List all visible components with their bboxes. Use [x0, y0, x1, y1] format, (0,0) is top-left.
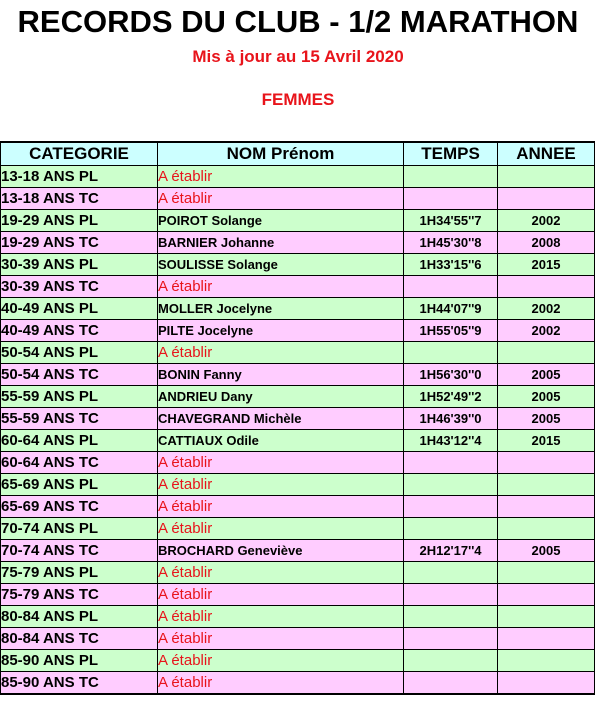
time-cell — [404, 342, 498, 364]
year-cell — [498, 628, 595, 650]
year-cell — [498, 562, 595, 584]
table-row — [1, 342, 595, 364]
table-row — [1, 474, 595, 496]
time-cell: 1H44'07''9 — [404, 298, 498, 320]
category-cell: 85-90 ANS PL — [1, 650, 158, 672]
year-cell: 2008 — [498, 232, 595, 254]
year-cell: 2002 — [498, 210, 595, 232]
year-cell — [498, 474, 595, 496]
category-cell: 50-54 ANS PL — [1, 342, 158, 364]
time-cell: 1H56'30''0 — [404, 364, 498, 386]
category-cell: 30-39 ANS TC — [1, 276, 158, 298]
records-table — [0, 141, 595, 695]
time-cell — [404, 562, 498, 584]
time-cell: 2H12'17''4 — [404, 540, 498, 562]
table-body — [1, 166, 595, 695]
category-cell: 60-64 ANS PL — [1, 430, 158, 452]
table-row — [1, 518, 595, 540]
year-cell — [498, 584, 595, 606]
page-title: RECORDS DU CLUB - 1/2 MARATHON — [17, 4, 579, 39]
year-cell — [498, 452, 595, 474]
year-cell: 2005 — [498, 386, 595, 408]
year-cell — [498, 650, 595, 672]
year-cell: 2005 — [498, 540, 595, 562]
table-row — [1, 254, 595, 276]
category-cell: 70-74 ANS TC — [1, 540, 158, 562]
name-cell: CATTIAUX Odile — [158, 430, 404, 452]
time-cell: 1H43'12''4 — [404, 430, 498, 452]
category-cell: 80-84 ANS TC — [1, 628, 158, 650]
category-cell: 75-79 ANS TC — [1, 584, 158, 606]
time-cell: 1H45'30''8 — [404, 232, 498, 254]
category-cell: 60-64 ANS TC — [1, 452, 158, 474]
time-cell: 1H52'49''2 — [404, 386, 498, 408]
year-cell: 2015 — [498, 430, 595, 452]
time-cell — [404, 650, 498, 672]
year-cell: 2005 — [498, 364, 595, 386]
year-cell: 2005 — [498, 408, 595, 430]
name-cell: A établir — [158, 562, 404, 584]
table-row — [1, 430, 595, 452]
category-cell: 19-29 ANS PL — [1, 210, 158, 232]
category-cell: 40-49 ANS TC — [1, 320, 158, 342]
table-row — [1, 540, 595, 562]
name-cell: A établir — [158, 496, 404, 518]
table-row — [1, 650, 595, 672]
column-header-categorie: CATEGORIE — [1, 142, 158, 166]
name-cell: SOULISSE Solange — [158, 254, 404, 276]
category-cell: 40-49 ANS PL — [1, 298, 158, 320]
name-cell: BARNIER Johanne — [158, 232, 404, 254]
time-cell — [404, 518, 498, 540]
year-cell — [498, 276, 595, 298]
category-cell: 50-54 ANS TC — [1, 364, 158, 386]
category-cell: 65-69 ANS TC — [1, 496, 158, 518]
category-cell: 65-69 ANS PL — [1, 474, 158, 496]
table-row — [1, 408, 595, 430]
table-row — [1, 188, 595, 210]
year-cell — [498, 188, 595, 210]
table-row — [1, 364, 595, 386]
name-cell: A établir — [158, 276, 404, 298]
year-cell — [498, 606, 595, 628]
table-row — [1, 452, 595, 474]
category-cell: 13-18 ANS PL — [1, 166, 158, 188]
year-cell — [498, 342, 595, 364]
name-cell: A établir — [158, 606, 404, 628]
time-cell — [404, 628, 498, 650]
table-row — [1, 298, 595, 320]
name-cell: A établir — [158, 166, 404, 188]
table-row — [1, 584, 595, 606]
category-cell: 55-59 ANS TC — [1, 408, 158, 430]
time-cell — [404, 584, 498, 606]
name-cell: A établir — [158, 672, 404, 695]
time-cell — [404, 452, 498, 474]
time-cell — [404, 496, 498, 518]
table-row — [1, 672, 595, 695]
table-row — [1, 496, 595, 518]
table-row — [1, 386, 595, 408]
column-header-annee: ANNEE — [498, 142, 595, 166]
category-cell: 85-90 ANS TC — [1, 672, 158, 695]
category-cell: 80-84 ANS PL — [1, 606, 158, 628]
time-cell: 1H46'39''0 — [404, 408, 498, 430]
table-row — [1, 276, 595, 298]
name-cell: POIROT Solange — [158, 210, 404, 232]
category-cell: 19-29 ANS TC — [1, 232, 158, 254]
name-cell: A établir — [158, 342, 404, 364]
year-cell — [498, 518, 595, 540]
table-row — [1, 562, 595, 584]
table-row — [1, 628, 595, 650]
time-cell — [404, 606, 498, 628]
table-header-row — [1, 142, 595, 166]
name-cell: CHAVEGRAND Michèle — [158, 408, 404, 430]
category-cell: 75-79 ANS PL — [1, 562, 158, 584]
time-cell — [404, 672, 498, 695]
year-cell — [498, 672, 595, 695]
name-cell: A établir — [158, 584, 404, 606]
table-row — [1, 166, 595, 188]
year-cell: 2002 — [498, 298, 595, 320]
name-cell: A établir — [158, 452, 404, 474]
name-cell: ANDRIEU Dany — [158, 386, 404, 408]
category-cell: 55-59 ANS PL — [1, 386, 158, 408]
time-cell: 1H55'05''9 — [404, 320, 498, 342]
section-title: FEMMES — [261, 90, 335, 109]
table-row — [1, 320, 595, 342]
name-cell: A établir — [158, 628, 404, 650]
name-cell: BROCHARD Geneviève — [158, 540, 404, 562]
year-cell — [498, 166, 595, 188]
time-cell — [404, 188, 498, 210]
time-cell: 1H33'15''6 — [404, 254, 498, 276]
table-row — [1, 232, 595, 254]
column-header-nom: NOM Prénom — [158, 142, 404, 166]
year-cell: 2015 — [498, 254, 595, 276]
category-cell: 30-39 ANS PL — [1, 254, 158, 276]
name-cell: BONIN Fanny — [158, 364, 404, 386]
update-date: Mis à jour au 15 Avril 2020 — [192, 47, 404, 66]
name-cell: A établir — [158, 188, 404, 210]
name-cell: PILTE Jocelyne — [158, 320, 404, 342]
year-cell: 2002 — [498, 320, 595, 342]
name-cell: MOLLER Jocelyne — [158, 298, 404, 320]
table-row — [1, 210, 595, 232]
time-cell — [404, 474, 498, 496]
year-cell — [498, 496, 595, 518]
time-cell — [404, 276, 498, 298]
category-cell: 70-74 ANS PL — [1, 518, 158, 540]
column-header-temps: TEMPS — [404, 142, 498, 166]
time-cell — [404, 166, 498, 188]
name-cell: A établir — [158, 650, 404, 672]
category-cell: 13-18 ANS TC — [1, 188, 158, 210]
table-row — [1, 606, 595, 628]
time-cell: 1H34'55''7 — [404, 210, 498, 232]
name-cell: A établir — [158, 474, 404, 496]
name-cell: A établir — [158, 518, 404, 540]
